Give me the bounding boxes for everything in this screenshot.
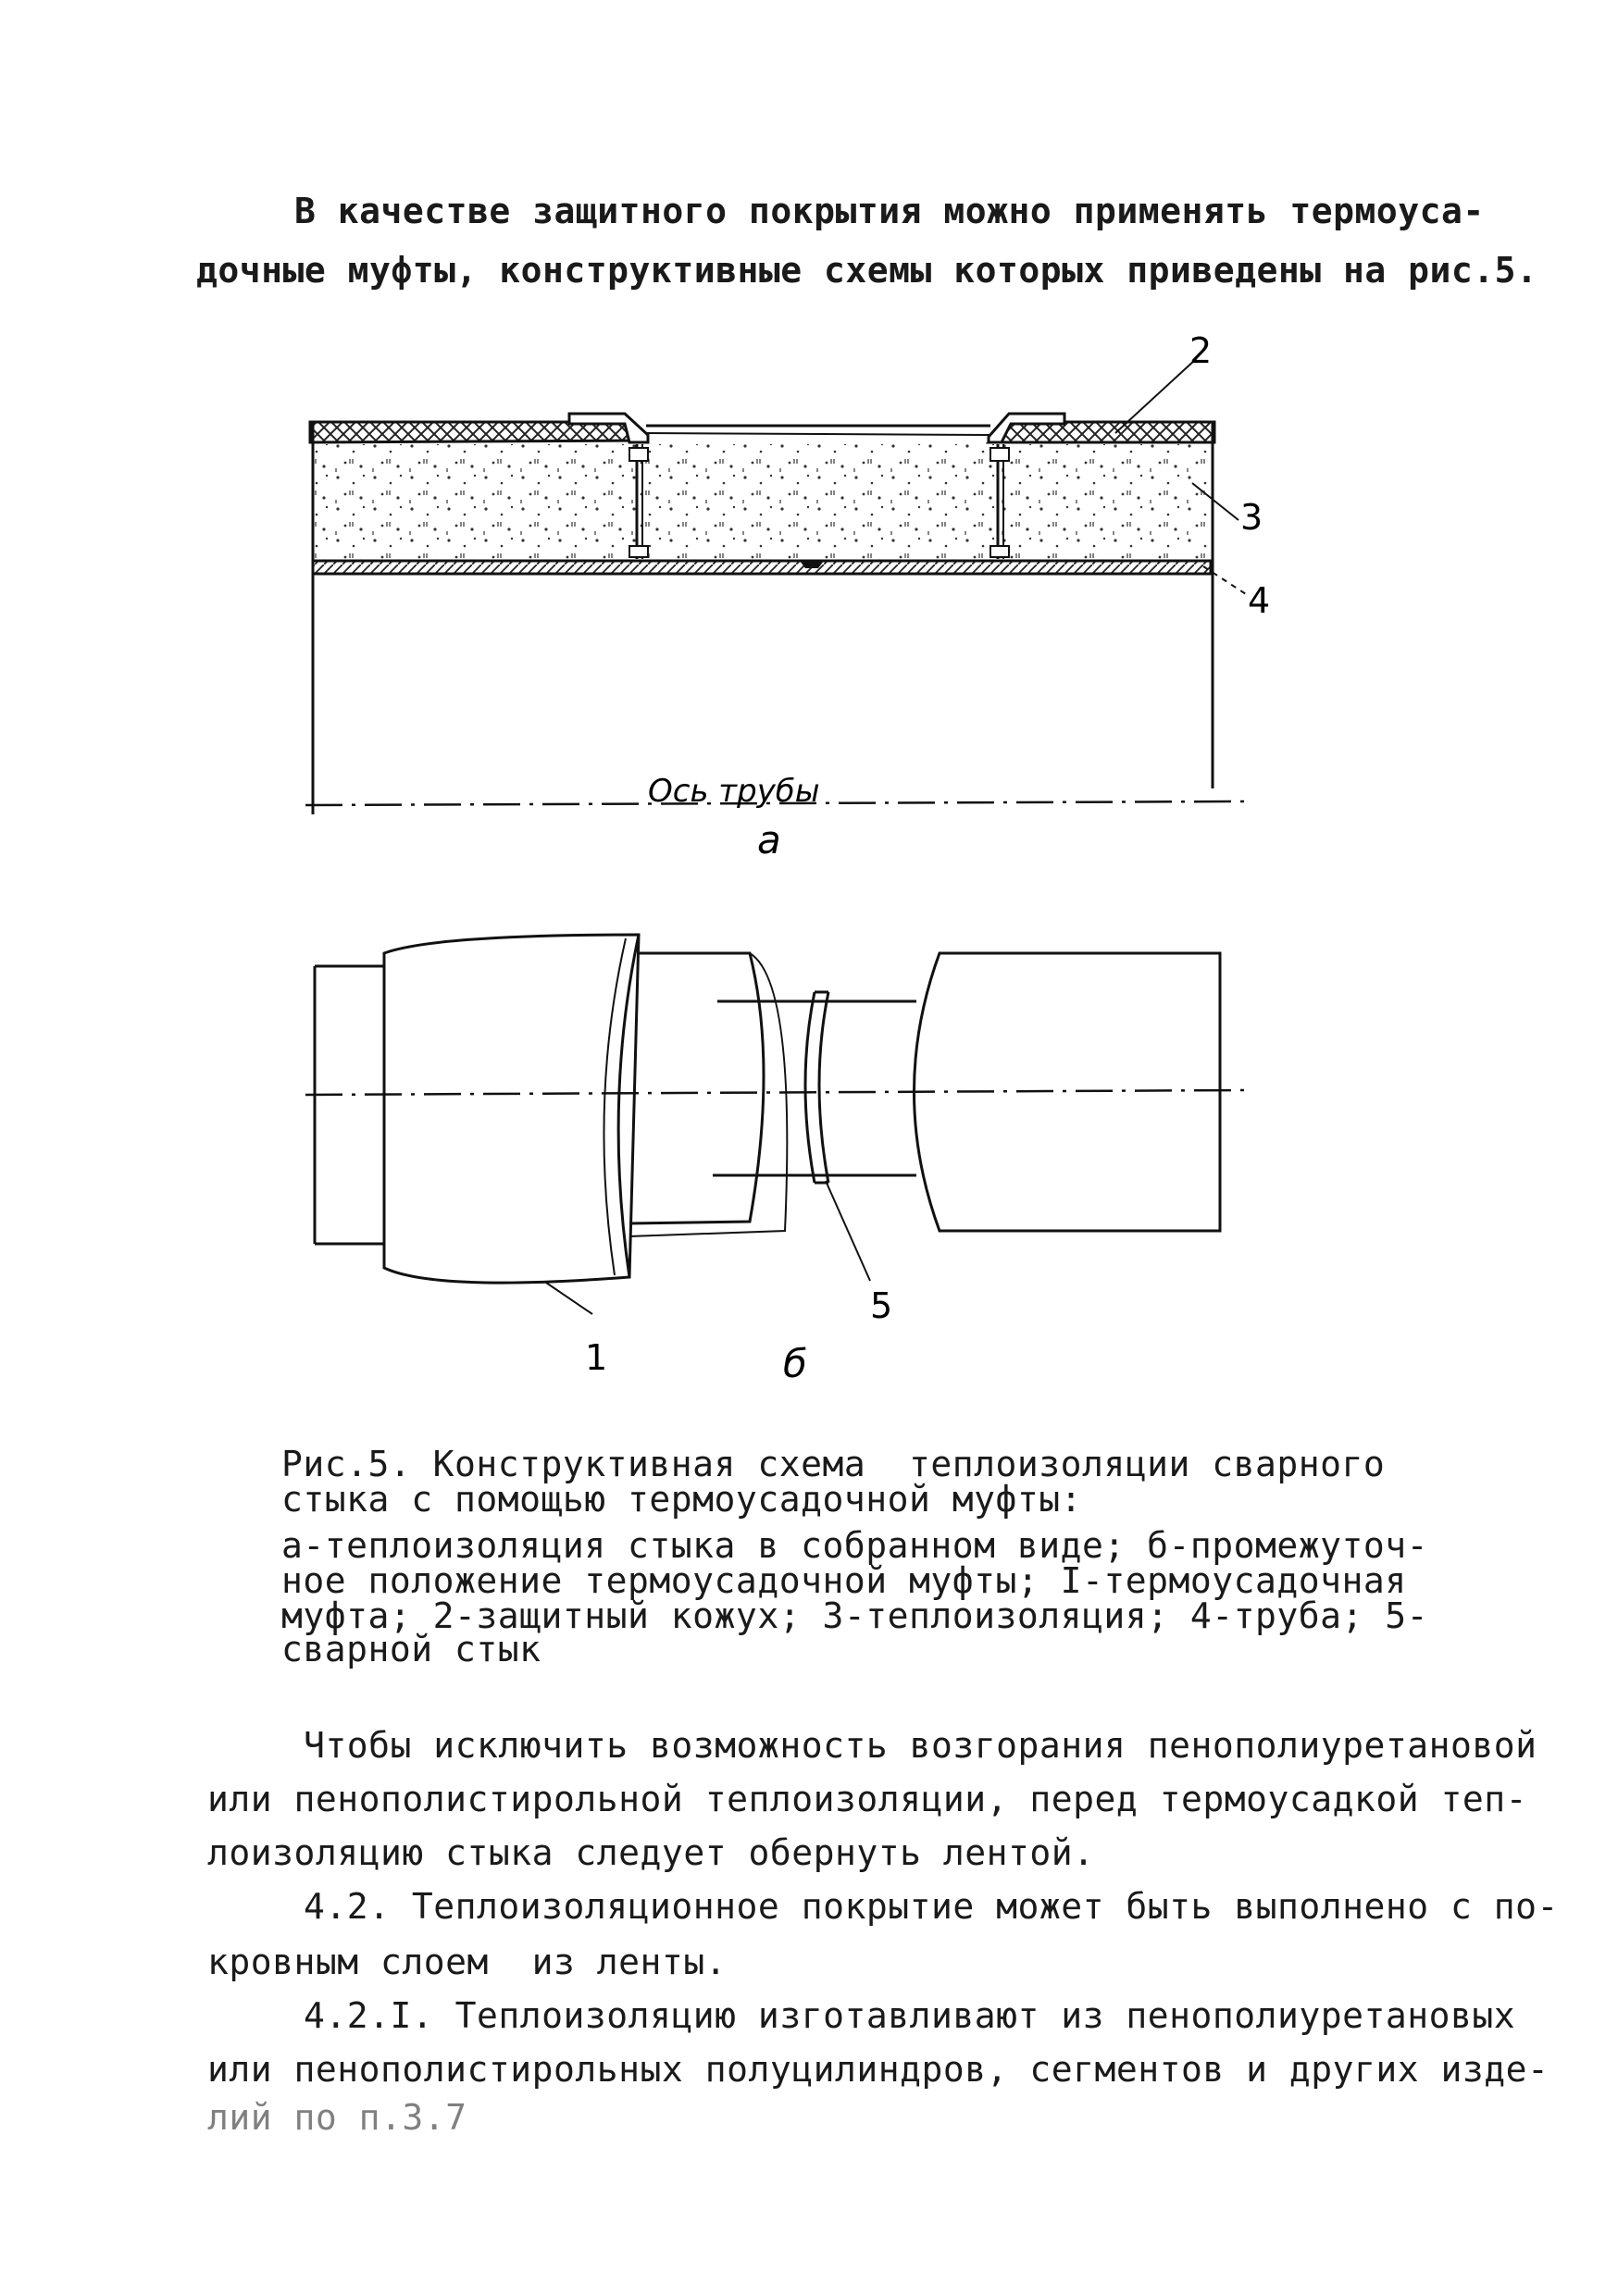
intro-line-1: В качестве защитного покрытия можно применять термоуса-: [294, 191, 1485, 231]
insulation-layer: [313, 444, 1211, 563]
callout-3: 3: [1240, 497, 1263, 538]
paragraph-3-line-3: лий по п.3.7: [207, 2097, 467, 2138]
caption-line-6: сварной стык: [281, 1629, 541, 1669]
callout-1: 1: [585, 1337, 608, 1378]
shrink-sleeve-body: [384, 935, 639, 1283]
caption-line-5: муфта; 2-защитный кожух; 3-теплоизоляция; 4-труба; 5-: [281, 1595, 1429, 1636]
caption-line-3: а-теплоизоляция стыка в собранном виде; б-промежуточ-: [281, 1525, 1429, 1566]
caption-line-1: Рис.5. Конструктивная схема теплоизоляции сварного: [281, 1444, 1386, 1484]
figure-b-sublabel: б: [783, 1341, 807, 1386]
figure-a-sublabel: а: [757, 817, 781, 863]
callout-4: 4: [1248, 580, 1271, 621]
pipe-axis-label: Ось трубы: [648, 773, 820, 810]
paragraph-1-line-3: лоизоляцию стыка следует обернуть лентой.: [207, 1832, 1095, 1873]
paragraph-2-line-2: кровным слоем из ленты.: [207, 1942, 728, 1982]
insulation-segment: [629, 953, 764, 1223]
paragraph-3-line-2: или пенополистирольных полуцилиндров, сегментов и других изде-: [207, 2049, 1550, 2090]
leader-1: [546, 1283, 592, 1314]
leader-5: [826, 1181, 870, 1281]
pipe-wall: [313, 561, 1211, 574]
figure-b-sleeve-diagram: [0, 907, 1618, 1425]
caption-line-2: стыка с помощью термоусадочной муфты:: [281, 1479, 1082, 1520]
intro-line-2: дочные муфты, конструктивные схемы которых приведены на рис.5.: [196, 250, 1538, 291]
paragraph-3-line-1: 4.2.I. Теплоизоляцию изготавливают из пенополиуретановых: [304, 1995, 1516, 2036]
callout-2: 2: [1189, 330, 1213, 371]
paragraph-2-line-1: 4.2. Теплоизоляционное покрытие может быть выполнено с по-: [304, 1886, 1559, 1927]
paragraph-1-line-2: или пенополистирольной теплоизоляции, перед термоусадкой теп-: [207, 1779, 1528, 1819]
caption-line-4: ное положение термоусадочной муфты; I-термоусадочная: [281, 1560, 1407, 1601]
callout-5: 5: [870, 1285, 893, 1326]
joint-pipe: [713, 1001, 879, 1175]
figure-a-section-diagram: [0, 0, 1618, 879]
weld-seam-ring: [805, 992, 828, 1183]
paragraph-1-line-1: Чтобы исключить возможность возгорания пенополиуретановой: [304, 1725, 1537, 1766]
